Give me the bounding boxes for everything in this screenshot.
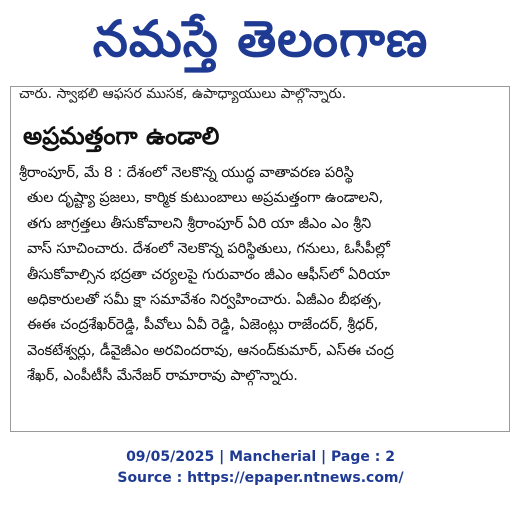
article-line: వెంకటేశ్వర్లు, డీవైజీఎం అరవిందరావు, ఆనంద్‌కుమార్, ఎస్ఈ చంద్ర bbox=[27, 342, 394, 359]
article-body bbox=[19, 161, 503, 390]
newspaper-logo: నమస్తే తెలంగాణ bbox=[92, 10, 429, 68]
article-line: ఈఈ చంద్రశేఖర్‌రెడ్డి, పీవోలు ఏవీ రెడ్డి, ఏజెంట్లు రాజేందర్, శ్రీధర్, bbox=[27, 317, 379, 334]
edition-date-page: 09/05/2025 | Mancherial | Page : 2 bbox=[126, 449, 395, 465]
masthead bbox=[0, 0, 521, 78]
article-line: తగు జాగ్రత్తలు తీసుకోవాలని శ్రీరాంపూర్ ఏరి యా జీఎం ఎం శ్రీని bbox=[27, 215, 372, 232]
article-line: శ్రీరాంపూర్, మే 8 : దేశంలో నెలకొన్న యుద్ధ వాతావరణ పరిస్థి bbox=[19, 165, 354, 181]
article-line: వాస్ సూచించారు. దేశంలో నెలకొన్న పరిస్థితులు, గనులు, ఓసీపీల్లో bbox=[27, 241, 390, 258]
article-headline: అప్రమత్తంగా ఉండాలి bbox=[23, 122, 220, 150]
article-line: అధికారులతో సమీ క్షా సమావేశం నిర్వహించారు. ఏజీఎం బీభత్స, bbox=[27, 291, 382, 308]
article-line: తుల దృష్ట్యా ప్రజలు, కార్మిక కుటుంబాలు అప్రమత్తంగా ఉండాలని, bbox=[27, 190, 384, 207]
cut-off-previous-line: చారు. స్వాభలి ఆఫసర ముసక, ఉపాధ్యాయులు పాల్గొన్నారు. bbox=[19, 86, 347, 102]
article-line: తీసుకోవాల్సిన భద్రతా చర్యలపై గురువారం జీఎం ఆఫీస్‌లో ఏరియా bbox=[27, 266, 390, 283]
article-line: శేఖర్, ఎంపీటీసీ మేనేజర్ రామారావు పాల్గొన్నారు. bbox=[27, 368, 298, 385]
source-link[interactable]: Source : https://epaper.ntnews.com/ bbox=[117, 470, 404, 486]
article-clipping bbox=[10, 86, 510, 432]
